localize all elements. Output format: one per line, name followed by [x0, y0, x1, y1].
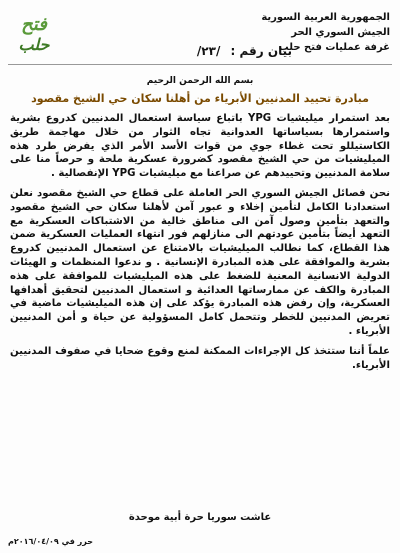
fath-halab-logo [8, 6, 60, 64]
header-line-army: الجيش السوري الحر [291, 27, 390, 38]
logo-text-top: فتح [21, 14, 47, 35]
paragraph-2: نحن فصائل الجيش السوري الحر العاملة على قطاع حي الشيخ مقصود نعلن استعدادنا الكامل لتأمين إخلاء و عبور آمن لأهلنا سكان حي الشيخ مقصود والتعهد بتأمين وصول آمن الى مناطق خالية من الاشتباكات العسكرية مع التعهد أيضاً بتأمين عودتهم الى منازلهم فور انتهاء العمليات العسكرية ضمن هذا القطاع، كما نطالب الميليشيات بالامتناع عن استعمال المدنيين كدروع بشرية والموافقة على هذه المبادرة الإنسانية . و ندعوا المنظمات و الهيئات الدولية الانسانية المعنية للضغط على هذه الميليشيات للموافقة على هذه المبادرة والكف عن ممارساتها العدائية و استعمال المدنيين لتحقيق أهدافها العسكرية، وإن رفض هذه المبادرة يؤكد على إن هذه الميليشيات ماضية في تعريض المدنيين للخطر وتتحمل كامل المسؤولية عن حياة و أمن المدنيين الأبرياء . [10, 187, 390, 337]
header-divider [8, 64, 392, 65]
statement-reference [197, 44, 292, 58]
statement-title: مبادرة تحييد المدنيين الأبرياء من أهلنا سكان حي الشيخ مقصود [31, 92, 369, 105]
statement-body [10, 112, 390, 378]
statement-label: بيان رقم : [230, 44, 292, 58]
paragraph-3: علماً أننا ستتخذ كل الإجراءات الممكنة لمنع وقوع ضحايا في صفوف المدنيين الأبرياء. [10, 345, 390, 371]
basmala: بسم الله الرحمن الرحيم [146, 76, 254, 86]
header-line-operations-room: غرفة عمليات فتح حلب [278, 42, 390, 53]
statement-number: /٢٣/ [196, 44, 221, 58]
logo-text-bottom: حلب [18, 35, 50, 54]
issue-date: حرر في ٢٠١٦/٠٤/٠٩م [8, 537, 94, 546]
header-line-republic: الجمهورية العربية السورية [261, 12, 390, 23]
closing-slogan: عاشت سوريا حرة أبية موحدة [128, 512, 272, 523]
paragraph-1: بعد استمرار ميليشيات YPG باتباع سياسة استعمال المدنيين كدروع بشرية واستمرارها بسياساتها العدوانية تجاه الثوار من خلال مهاجمة طريق الكاستيللو تحت غطاء جوي من قوات الأسد الأمر الذي يفرض طرد هذه الميليشيات من حي الشيخ مقصود كضرورة عسكرية ملحة و حرصاً منا على سلامة المدنيين وتحييدهم عن صراعنا مع ميليشيات YPG الإنفصالية . [10, 113, 391, 180]
